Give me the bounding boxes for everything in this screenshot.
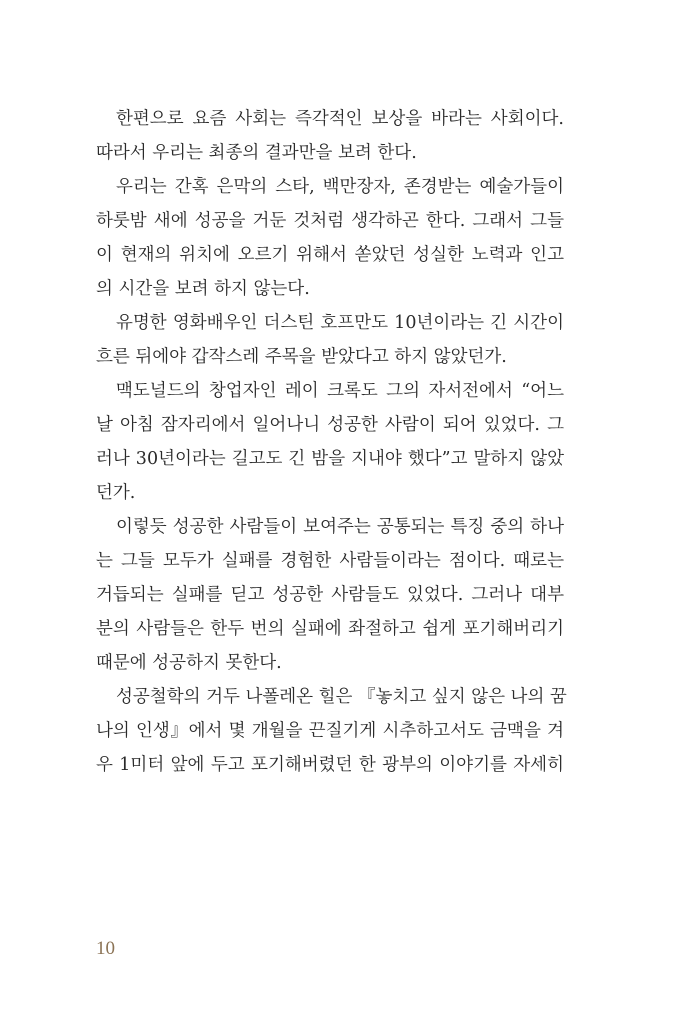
page-number: 10 — [96, 938, 115, 959]
text-line: 분의 사람들은 한두 번의 실패에 좌절하고 쉽게 포기해버리기 — [96, 619, 564, 639]
paragraph-6 — [96, 680, 567, 782]
text-line: 러나 30년이라는 길고도 긴 밤을 지내야 했다”고 말하지 않았 — [96, 449, 564, 469]
text-line: 때문에 성공하지 못한다. — [96, 653, 282, 673]
text-line: 하룻밤 새에 성공을 거둔 것처럼 생각하곤 한다. 그래서 그들 — [96, 211, 564, 231]
text-line: 흐른 뒤에야 갑작스레 주목을 받았다고 하지 않았던가. — [96, 347, 507, 367]
text-line: 따라서 우리는 최종의 결과만을 보려 한다. — [96, 143, 417, 163]
text-line: 나의 인생』에서 몇 개월을 끈질기게 시추하고서도 금맥을 겨 — [96, 721, 564, 741]
text-line: 이렇듯 성공한 사람들이 보여주는 공통되는 특징 중의 하나 — [116, 517, 564, 537]
paragraph-3 — [96, 306, 564, 374]
text-line: 맥도널드의 창업자인 레이 크록도 그의 자서전에서 “어느 — [116, 381, 564, 401]
text-line: 는 그들 모두가 실패를 경험한 사람들이라는 점이다. 때로는 — [96, 551, 564, 571]
paragraph-5 — [96, 510, 564, 680]
text-line: 의 시간을 보려 하지 않는다. — [96, 279, 310, 299]
text-line: 성공철학의 거두 나폴레온 힐은 『놓치고 싶지 않은 나의 꿈 — [116, 687, 567, 707]
paragraph-1 — [96, 102, 564, 170]
text-line: 이 현재의 위치에 오르기 위해서 쏟았던 성실한 노력과 인고 — [96, 245, 564, 265]
body-text — [96, 102, 567, 782]
text-line: 우 1미터 앞에 두고 포기해버렸던 한 광부의 이야기를 자세히 — [96, 755, 564, 775]
text-line: 거듭되는 실패를 딛고 성공한 사람들도 있었다. 그러나 대부 — [96, 585, 564, 605]
text-line: 한편으로 요즘 사회는 즉각적인 보상을 바라는 사회이다. — [116, 109, 564, 129]
text-line: 유명한 영화배우인 더스틴 호프만도 10년이라는 긴 시간이 — [116, 313, 564, 333]
text-line: 던가. — [96, 483, 136, 503]
paragraph-4 — [96, 374, 564, 510]
text-line: 날 아침 잠자리에서 일어나니 성공한 사람이 되어 있었다. 그 — [96, 415, 564, 435]
text-line: 우리는 간혹 은막의 스타, 백만장자, 존경받는 예술가들이 — [116, 177, 564, 197]
paragraph-2 — [96, 170, 564, 306]
